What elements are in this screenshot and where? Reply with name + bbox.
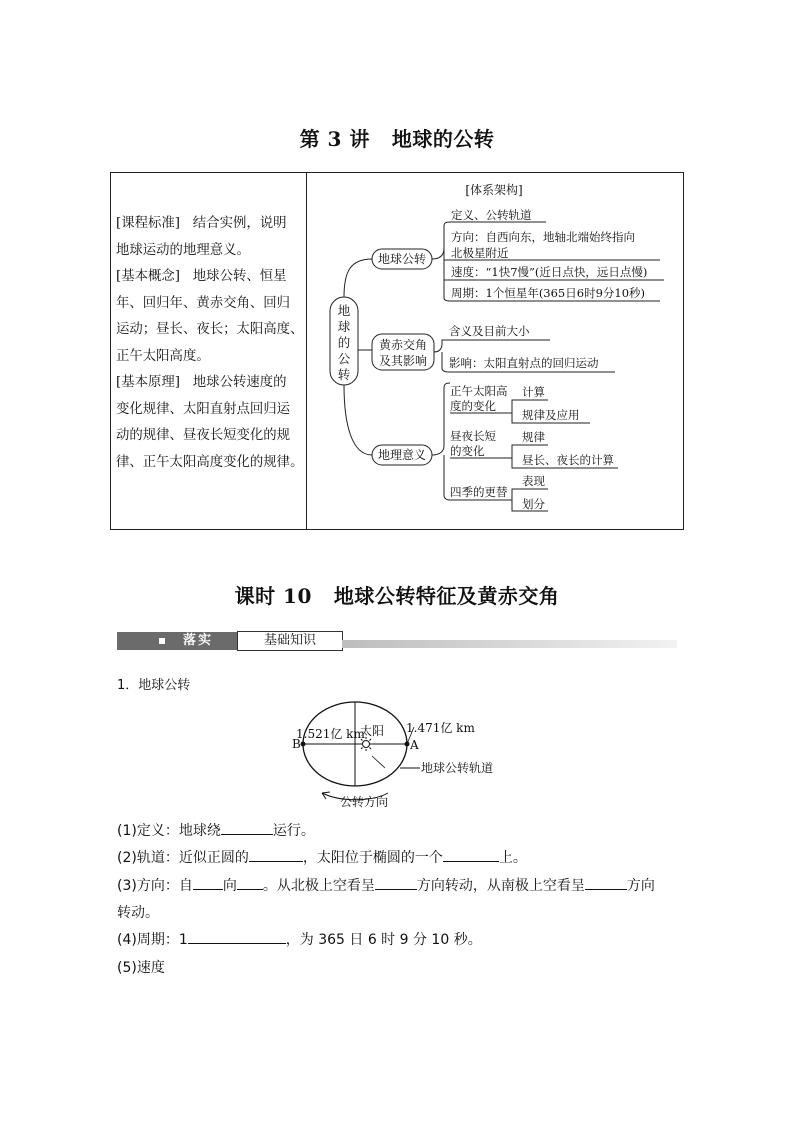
map-item: 划分	[522, 497, 545, 511]
map-branch-label: 地理意义	[377, 448, 427, 462]
map-sub-label: 度的变化	[450, 399, 496, 413]
map-root-char: 地	[337, 303, 351, 318]
sun-label: 太阳	[360, 724, 385, 738]
map-item: 含义及目前大小	[449, 324, 530, 338]
map-root-char: 球	[337, 319, 351, 334]
answer-blank[interactable]	[375, 875, 417, 890]
lesson-title	[0, 580, 794, 609]
map-sub-label: 的变化	[450, 444, 485, 458]
point-b-dot	[301, 742, 306, 747]
principle-label: [基本原理]	[116, 375, 181, 390]
principle-text: 地球公转速度的	[192, 375, 287, 390]
orbit-diagram	[290, 700, 520, 815]
question-orbit: (2)轨道：近似正圆的 ，太阳位于椭圆的一个 上。	[117, 847, 527, 867]
standard-text: 结合实例，说明	[192, 216, 287, 231]
chapter-title	[0, 123, 794, 152]
map-sub-label: 昼夜长短	[450, 429, 496, 443]
concept-label: [基本概念]	[116, 269, 181, 284]
map-item: 方向：自西向东，地轴北端始终指向	[451, 230, 635, 244]
banner-gradient-bar	[342, 640, 677, 648]
far-distance-label: 1.521亿 km	[296, 727, 365, 741]
answer-blank[interactable]	[188, 929, 286, 944]
banner-tag-text: 落实	[183, 633, 214, 648]
section-banner	[117, 630, 677, 652]
map-root-char: 的	[337, 335, 351, 350]
map-branch-label: 及其影响	[378, 354, 428, 368]
concept-text: 年、回归年、黄赤交角、回归	[116, 295, 291, 311]
map-root-char: 公	[337, 351, 351, 366]
map-header: [体系架构]	[465, 183, 523, 197]
concept-text: 正午太阳高度。	[116, 348, 210, 364]
question-definition: (1)定义：地球绕 运行。	[117, 820, 315, 840]
answer-blank[interactable]	[249, 847, 303, 862]
answer-blank[interactable]	[585, 875, 627, 890]
question-direction-cont: 转动。	[117, 905, 159, 921]
lesson-number: 课时 10	[234, 584, 312, 608]
concept-text: 运动；昼长、夜长；太阳高度、	[116, 322, 304, 337]
map-item: 北极星附近	[451, 246, 509, 260]
near-distance-label: 1.471亿 km	[406, 721, 475, 735]
map-item: 昼长、夜长的计算	[522, 453, 614, 467]
map-root-char: 转	[337, 367, 351, 382]
question-period: (4)周期：1 ，为 365 日 6 时 9 分 10 秒。	[117, 929, 482, 949]
banner-label: 基础知识	[237, 631, 343, 651]
answer-blank[interactable]	[443, 847, 499, 862]
chapter-number: 第 3 讲	[299, 127, 370, 151]
map-item: 周期：1个恒星年(365日6时9分10秒)	[451, 286, 646, 300]
orbit-label-pointer	[372, 756, 385, 768]
principle-text: 变化规律、太阳直射点回归运	[116, 401, 291, 417]
map-connector	[344, 259, 372, 297]
answer-blank[interactable]	[193, 875, 223, 890]
map-item: 影响：太阳直射点的回归运动	[449, 356, 599, 370]
question-speed: (5)速度	[117, 960, 165, 976]
standard-label: [课程标准]	[116, 216, 181, 231]
map-branch-label: 地球公转	[377, 252, 427, 266]
map-item: 速度：“1快7慢”(近日点快，远日点慢)	[451, 265, 648, 279]
section-heading: 1．地球公转	[117, 678, 191, 693]
banner-square-icon	[159, 638, 165, 644]
map-sub-label: 正午太阳高	[450, 384, 508, 398]
map-connector	[432, 383, 450, 455]
answer-blank[interactable]	[237, 875, 263, 890]
point-b-label: B	[292, 737, 301, 751]
map-connector	[344, 385, 372, 455]
standard-text: 地球运动的地理意义。	[116, 242, 250, 258]
concept-text: 地球公转、恒星	[192, 269, 287, 284]
map-item: 表现	[522, 474, 545, 488]
map-branch-label: 黄赤交角	[378, 338, 428, 352]
answer-blank[interactable]	[221, 820, 273, 835]
map-item: 规律	[522, 430, 545, 444]
question-direction: (3)方向：自 向 。从北极上空看呈 方向转动，从南极上空看呈 方向	[117, 875, 655, 895]
principle-text: 律、正午太阳高度变化的规律。	[116, 454, 304, 470]
map-item: 计算	[522, 385, 545, 399]
chapter-name: 地球的公转	[391, 127, 495, 151]
point-a-label: A	[410, 738, 419, 752]
orbit-label: 地球公转轨道	[421, 761, 494, 775]
direction-label: 公转方向	[340, 795, 389, 809]
course-standards-panel	[116, 211, 304, 476]
map-sub-label: 四季的更替	[450, 485, 508, 499]
principle-text: 动的规律、昼夜长短变化的规	[116, 428, 291, 443]
map-item: 定义、公转轨道	[451, 208, 532, 222]
map-item: 规律及应用	[522, 408, 580, 422]
lesson-name: 地球公转特征及黄赤交角	[333, 584, 560, 608]
concept-map	[306, 173, 682, 529]
map-connector	[434, 340, 550, 352]
banner-tag	[117, 632, 237, 650]
